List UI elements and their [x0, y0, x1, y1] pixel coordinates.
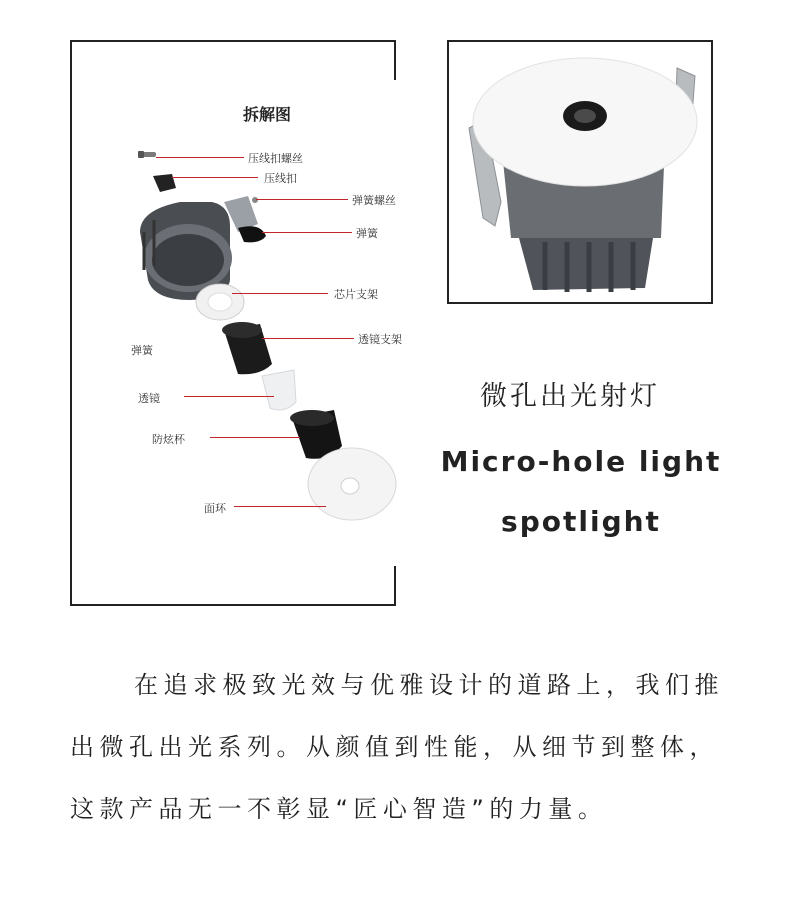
label-lens-bracket: 透镜支架: [358, 333, 402, 346]
lens-bracket-part: [222, 322, 272, 374]
product-photo: [447, 40, 713, 304]
chip-bracket-part: [196, 284, 244, 320]
leader-line: [156, 157, 244, 158]
label-anti-glare-cup: 防炫杯: [152, 433, 185, 446]
leader-line: [234, 506, 326, 507]
intro-paragraph: 在追求极致光效与优雅设计的道路上，我们推出微孔出光系列。从颜值到性能，从细节到整体，这款产品无一不彰显“匠心智造”的力量。: [70, 671, 724, 823]
label-face-ring: 面环: [204, 502, 226, 515]
label-lens: 透镜: [138, 392, 160, 405]
label-spring-left: 弹簧: [131, 344, 153, 357]
label-chip-bracket: 芯片支架: [334, 288, 378, 301]
product-title-en: Micro-hole light spotlight: [440, 445, 722, 538]
label-wire-clamp-screw: 压线扣螺丝: [248, 152, 303, 165]
leader-line: [256, 199, 348, 200]
leader-line: [172, 177, 258, 178]
spotlight-illustration: [449, 42, 711, 302]
wire-clamp-screw-part: [138, 151, 156, 158]
leader-line: [210, 437, 300, 438]
spring-part: [224, 196, 266, 242]
lens-part: [262, 370, 296, 410]
leader-line: [184, 396, 274, 397]
label-wire-clamp: 压线扣: [264, 172, 297, 185]
product-title-cn: 微孔出光射灯: [480, 381, 660, 412]
exploded-view-title: 拆解图: [243, 105, 292, 124]
label-spring-screw: 弹簧螺丝: [352, 194, 396, 207]
leader-line: [232, 293, 328, 294]
leader-line: [262, 338, 354, 339]
label-spring-right: 弹簧: [356, 227, 378, 240]
face-ring-part: [308, 448, 396, 520]
leader-line: [262, 232, 352, 233]
